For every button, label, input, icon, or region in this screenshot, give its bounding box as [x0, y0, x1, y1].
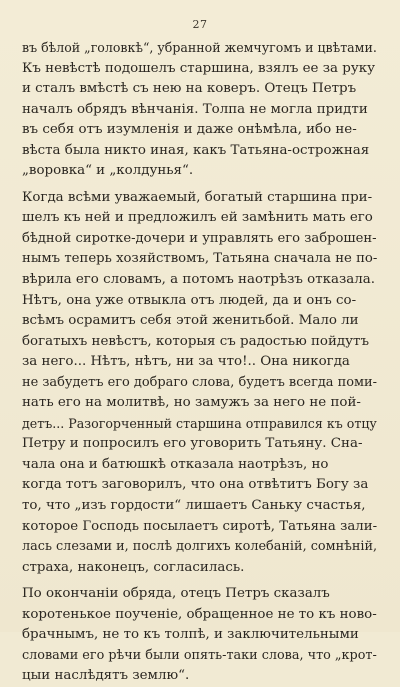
text-line: то, что „изъ гордости“ лишаетъ Саньку счастья,: [22, 498, 366, 514]
text-line: По окончаніи обряда, отецъ Петръ сказалъ: [22, 586, 330, 602]
text-line: началъ обрядъ вѣнчанія. Толпа не могла придти: [22, 101, 368, 117]
text-line: Когда всѣми уважаемый, богатый старшина при-: [22, 189, 373, 205]
text-line: когда тотъ заговорилъ, что она отвѣтитъ Богу за: [22, 477, 369, 493]
text-line: цыи наслѣдятъ землю“.: [22, 668, 190, 684]
text-line: нать его на молитвѣ, но замужъ за него не пой-: [22, 395, 361, 411]
text-line: всѣмъ осрамитъ себя этой женитьбой. Мало ли: [22, 313, 359, 329]
text-line: въ себя отъ изумленія и даже онѣмѣла, ибо не-: [22, 122, 357, 138]
text-line: брачнымъ, не то къ толпѣ, и заключительными: [22, 627, 359, 643]
text-line: за него... Нѣтъ, нѣтъ, ни за что!.. Она никогда: [22, 354, 350, 370]
paragraph: [22, 584, 377, 687]
page-number: 27: [192, 18, 208, 31]
text-line: богатыхъ невѣстъ, которыя съ радостью пойдутъ: [22, 333, 369, 349]
text-line: которое Господь посылаетъ сиротѣ, Татьяна зали-: [22, 518, 377, 534]
text-line: шелъ къ ней и предложилъ ей замѣнить мать его: [22, 210, 373, 226]
text-line: коротенькое поученіе, обращенное не то къ ново-: [22, 606, 377, 622]
text-line: лась слезами и, послѣ долгихъ колебаній, сомнѣній,: [22, 539, 377, 555]
text-line: страха, наконецъ, согласилась.: [22, 559, 245, 575]
text-line: Нѣтъ, она уже отвыкла отъ людей, да и онъ со-: [22, 292, 357, 308]
text-line: бѣдной сиротке-дочери и управлять его заброшен-: [22, 230, 377, 246]
text-line: Петру и попросилъ его уговорить Татьяну. Сна-: [22, 436, 363, 452]
body-text: [22, 38, 377, 687]
text-line: чала она и батюшкѣ отказала наотрѣзъ, но: [22, 456, 329, 472]
text-line: нымъ теперь хозяйствомъ, Татьяна сначала не по-: [22, 251, 377, 267]
text-line: не забудетъ его добраго слова, будетъ всегда поми-: [22, 374, 377, 390]
text-line: и сталъ вмѣстѣ съ нею на коверъ. Отецъ Петръ: [22, 81, 357, 97]
text-line: детъ... Разогорченный старшина отправился къ отцу: [22, 415, 377, 431]
text-line: словами его рѣчи были опять-таки слова, что „крот-: [22, 647, 377, 663]
text-line: вѣрила его словамъ, а потомъ наотрѣзъ отказала.: [22, 272, 376, 288]
text-line: вѣста была никто иная, какъ Татьяна-острожная: [22, 142, 370, 158]
text-line: Къ невѣстѣ подошелъ старшина, взялъ ее за руку: [22, 60, 375, 76]
text-line: въ бѣлой „головкѣ“, убранной жемчугомъ и цвѣтами.: [22, 40, 377, 55]
text-line: „воровка“ и „колдунья“.: [22, 163, 194, 179]
paragraph: [22, 38, 377, 182]
paragraph: [22, 188, 377, 578]
